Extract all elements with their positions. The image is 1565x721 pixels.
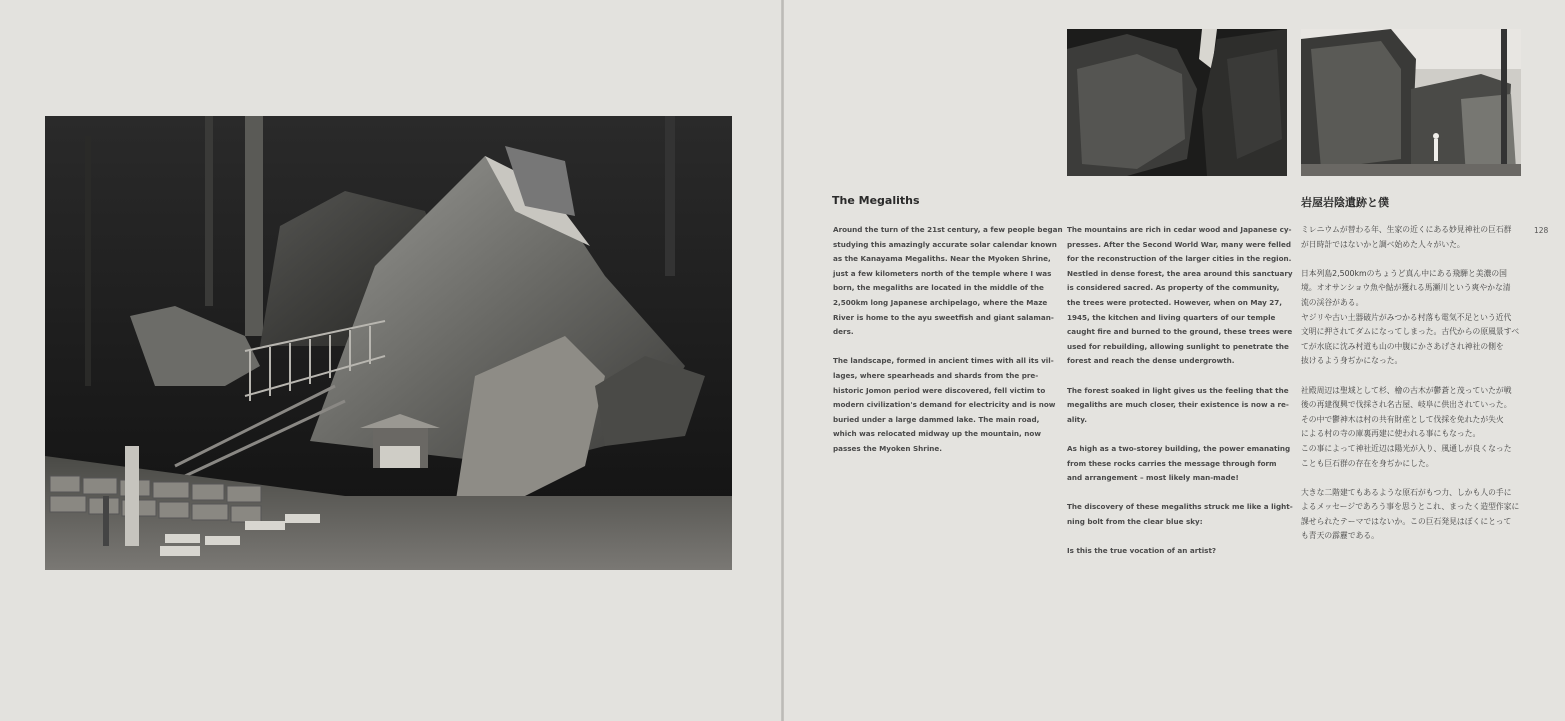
text-line: が日時計ではないかと調べ始めた人々がいた。 <box>1301 239 1465 249</box>
text-line: 文明に押されてダムになってしまった。古代からの原風景すべ <box>1301 327 1520 337</box>
text-line: ning bolt from the clear blue sky: <box>1067 516 1203 526</box>
right-page <box>784 0 1565 721</box>
text-line: による村の寺の庫裏再建に使われる事にもなった。 <box>1301 429 1481 439</box>
text-line: も青天の霹靂である。 <box>1301 531 1379 541</box>
body-column-3-japanese <box>1301 223 1531 544</box>
text-line: ヤジリや古い土器破片がみつかる村落も電気不足という近代 <box>1301 312 1512 322</box>
column-3-paragraph-1 <box>1301 223 1531 252</box>
text-line: River is home to the ayu sweetfish and giant salaman- <box>833 312 1054 322</box>
text-line: and arrangement – most likely man-made! <box>1067 473 1239 483</box>
text-line: この事によって神社近辺は陽光が入り、風通しが良くなった <box>1301 443 1512 453</box>
text-line: which was relocated midway up the mountain, now <box>833 429 1041 439</box>
text-line: ality. <box>1067 414 1087 424</box>
column-2-paragraph-2 <box>1067 384 1292 428</box>
text-line: その中で鬱神木は村の共有財産として伐採を免れたが失火 <box>1301 414 1504 424</box>
text-line: The mountains are rich in cedar wood and Japanese cy- <box>1067 225 1292 234</box>
text-line: Around the turn of the 21st century, a few people began <box>833 225 1063 234</box>
column-2-paragraph-1 <box>1067 223 1292 369</box>
heading-jp: 岩屋岩陰遺跡と僕 <box>1301 196 1389 209</box>
text-line: modern civilization's demand for electricity and is now <box>833 400 1056 410</box>
text-line: 2,500km long Japanese archipelago, where the Maze <box>833 297 1048 307</box>
page-number: 128 <box>1534 226 1549 235</box>
text-line: The landscape, formed in ancient times with all its vil- <box>833 356 1054 366</box>
text-line: the trees were protected. However, when on May 27, <box>1067 297 1283 307</box>
text-line: 社殿周辺は聖域として杉、檜の古木が鬱蒼と茂っていたが戦 <box>1301 385 1512 395</box>
text-line: just a few kilometers north of the temple where I was <box>833 268 1052 278</box>
text-line: buried under a large dammed lake. The main road, <box>833 414 1040 424</box>
text-line: studying this amazingly accurate solar calendar known <box>833 239 1057 249</box>
column-3-paragraph-3 <box>1301 384 1531 472</box>
column-2-paragraph-3 <box>1067 442 1292 486</box>
column-3-paragraph-2 <box>1301 267 1531 369</box>
text-line: 流の渓谷がある。 <box>1301 297 1364 307</box>
text-line: historic Jomon period were discovered, fell victim to <box>833 385 1046 395</box>
text-line: born, the megaliths are located in the middle of the <box>833 283 1044 293</box>
text-line: Nestled in dense forest, the area around this sanctuary <box>1067 268 1293 278</box>
left-page <box>0 0 782 721</box>
text-line: The forest soaked in light gives us the feeling that the <box>1067 385 1289 395</box>
body-column-1 <box>833 223 1063 457</box>
text-line: てが水底に沈み村道も山の中腹にかさあげされ神社の側を <box>1301 341 1504 351</box>
megalith-figure-photo-icon <box>1301 29 1521 176</box>
rock-crevice-photo <box>1067 29 1287 176</box>
text-line: is considered sacred. As property of the community, <box>1067 283 1280 293</box>
rock-crevice-photo-icon <box>1067 29 1287 176</box>
heading-en: The Megaliths <box>832 194 920 207</box>
text-line: for the reconstruction of the larger cities in the region. <box>1067 254 1292 264</box>
column-3-paragraph-4 <box>1301 486 1531 544</box>
megalith-shrine-photo-icon <box>45 116 732 570</box>
text-line: As high as a two-storey building, the power emanating <box>1067 443 1291 453</box>
text-line: 大きな二階建てもあるような原石がもつ力、しかも人の手に <box>1301 487 1512 497</box>
megalith-figure-photo <box>1301 29 1521 176</box>
text-line: megaliths are much closer, their existence is now a re- <box>1067 400 1289 410</box>
column-2-paragraph-4 <box>1067 500 1292 529</box>
text-line: Is this the true vocation of an artist? <box>1067 546 1217 556</box>
text-line: 抜けるよう身ぢかになった。 <box>1301 356 1403 366</box>
text-line: used for rebuilding, allowing sunlight to penetrate the <box>1067 341 1289 351</box>
text-line: ミレニウムが替わる年、生家の近くにある妙見神社の巨石群 <box>1301 225 1512 234</box>
text-line: 後の再建復興で伐採され名古屋、岐阜に供出されていった。 <box>1301 400 1512 410</box>
text-line: presses. After the Second World War, many were felled <box>1067 239 1292 249</box>
text-line: lages, where spearheads and shards from the pre- <box>833 370 1039 380</box>
text-line: as the Kanayama Megaliths. Near the Myoken Shrine, <box>833 254 1051 264</box>
text-line: caught fire and burned to the ground, these trees were <box>1067 327 1293 337</box>
text-line: 1945, the kitchen and living quarters of our temple <box>1067 312 1276 322</box>
text-line: ことも巨石群の存在を身ぢかにした。 <box>1301 458 1434 468</box>
text-line: forest and reach the dense undergrowth. <box>1067 356 1235 366</box>
body-column-2 <box>1067 223 1292 559</box>
text-line: from these rocks carries the message through form <box>1067 458 1277 468</box>
column-2-paragraph-5 <box>1067 544 1292 559</box>
text-line: 課せられたテーマではないか。この巨石発見はぼくにとって <box>1301 516 1512 526</box>
column-1-paragraph-2 <box>833 354 1058 456</box>
text-line: passes the Myoken Shrine. <box>833 443 943 453</box>
text-line: The discovery of these megaliths struck me like a light- <box>1067 502 1293 512</box>
column-1-paragraph-1 <box>833 223 1063 340</box>
text-line: 日本列島2,500kmのちょうど真ん中にある飛騨と美濃の国 <box>1301 268 1507 278</box>
text-line: 境。オオサンショウ魚や鮎が獲れる馬瀬川という爽やかな清 <box>1301 283 1511 293</box>
megalith-shrine-photo <box>45 116 732 570</box>
text-line: ders. <box>833 327 854 337</box>
text-line: よるメッセージであろう事を思うとこれ、まったく造型作家に <box>1301 502 1520 512</box>
